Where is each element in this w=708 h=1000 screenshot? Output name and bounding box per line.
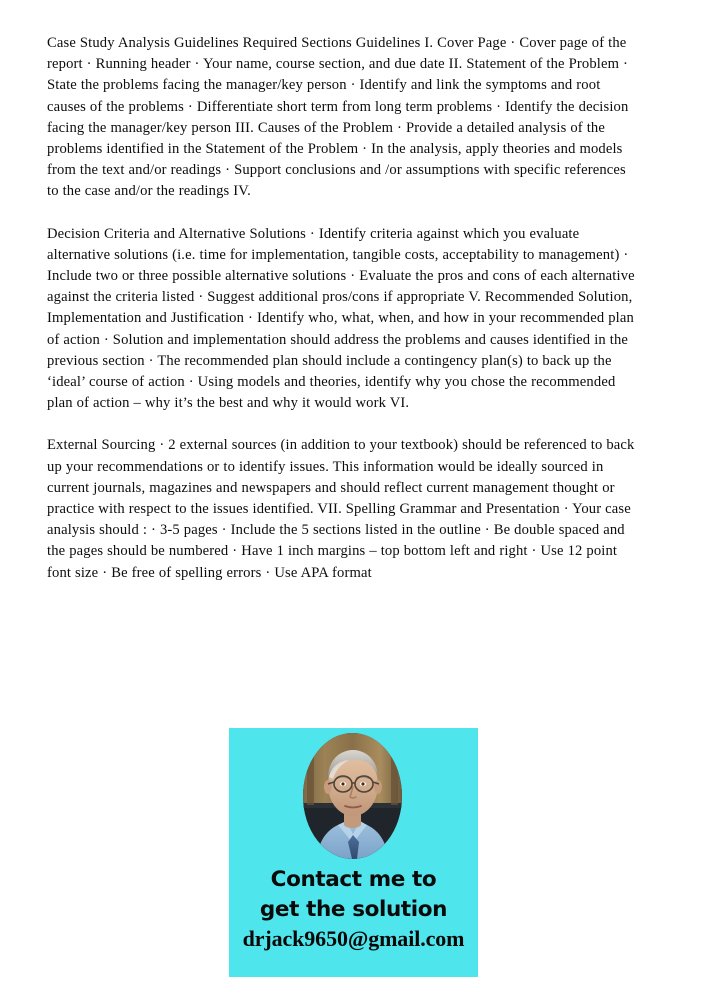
document-paragraph-1: Case Study Analysis Guidelines Required Sections Guidelines I. Cover Page · Cover page of the report · Running header · Your name, course section, and due date II. Statement of the Problem · State the problems facing the manager/key person · Identify and link the symptoms and root causes of the problems · Differentiate short term from long term problems · Identify the decision facing the manager/key person III. Causes of the Problem · Provide a detailed analysis of the problems identified in the Statement of the Problem · In the analysis, apply theories and models from the text and/or readings · Support conclusions and /or assumptions with specific references to the case and/or the readings IV. bbox=[47, 35, 629, 200]
document-paragraph-3: External Sourcing · 2 external sources (in addition to your textbook) should be referenced to back up your recommendations or to identify issues. This information would be ideally sourced in current journals, magazines and newspapers and should reflect current management thought or practice with respect to the issues identified. VII. Spelling Grammar and Presentation · Your case analysis should : · 3-5 pages · Include the 5 sections listed in the outline · Be double spaced and the pages should be numbered · Have 1 inch margins – top bottom left and right · Use 12 point font size · Be free of spelling errors · Use APA format bbox=[47, 437, 635, 581]
portrait-photo bbox=[303, 733, 402, 859]
portrait-photo-frame bbox=[303, 733, 402, 859]
contact-card-heading-line-2: get the solution bbox=[259, 897, 448, 922]
document-body-text bbox=[47, 33, 640, 584]
contact-email-address[interactable]: drjack9650@gmail.com bbox=[242, 926, 465, 951]
contact-card bbox=[229, 728, 478, 977]
contact-card-heading-line-1: Contact me to bbox=[270, 867, 437, 892]
document-paragraph-2: Decision Criteria and Alternative Solutions · Identify criteria against which you evaluate alternative solutions (i.e. time for implementation, tangible costs, acceptability to management) · Include two or three possible alternative solutions · Evaluate the pros and cons of each alternative against the criteria listed · Suggest additional pros/cons if appropriate V. Recommended Solution, Implementation and Justification · Identify who, what, when, and how in your recommended plan of action · Solution and implementation should address the problems and causes identified in the previous section · The recommended plan should include a contingency plan(s) to back up the ‘ideal’ course of action · Using models and theories, identify why you chose the recommended plan of action – why it’s the best and why it would work VI. bbox=[47, 225, 635, 412]
